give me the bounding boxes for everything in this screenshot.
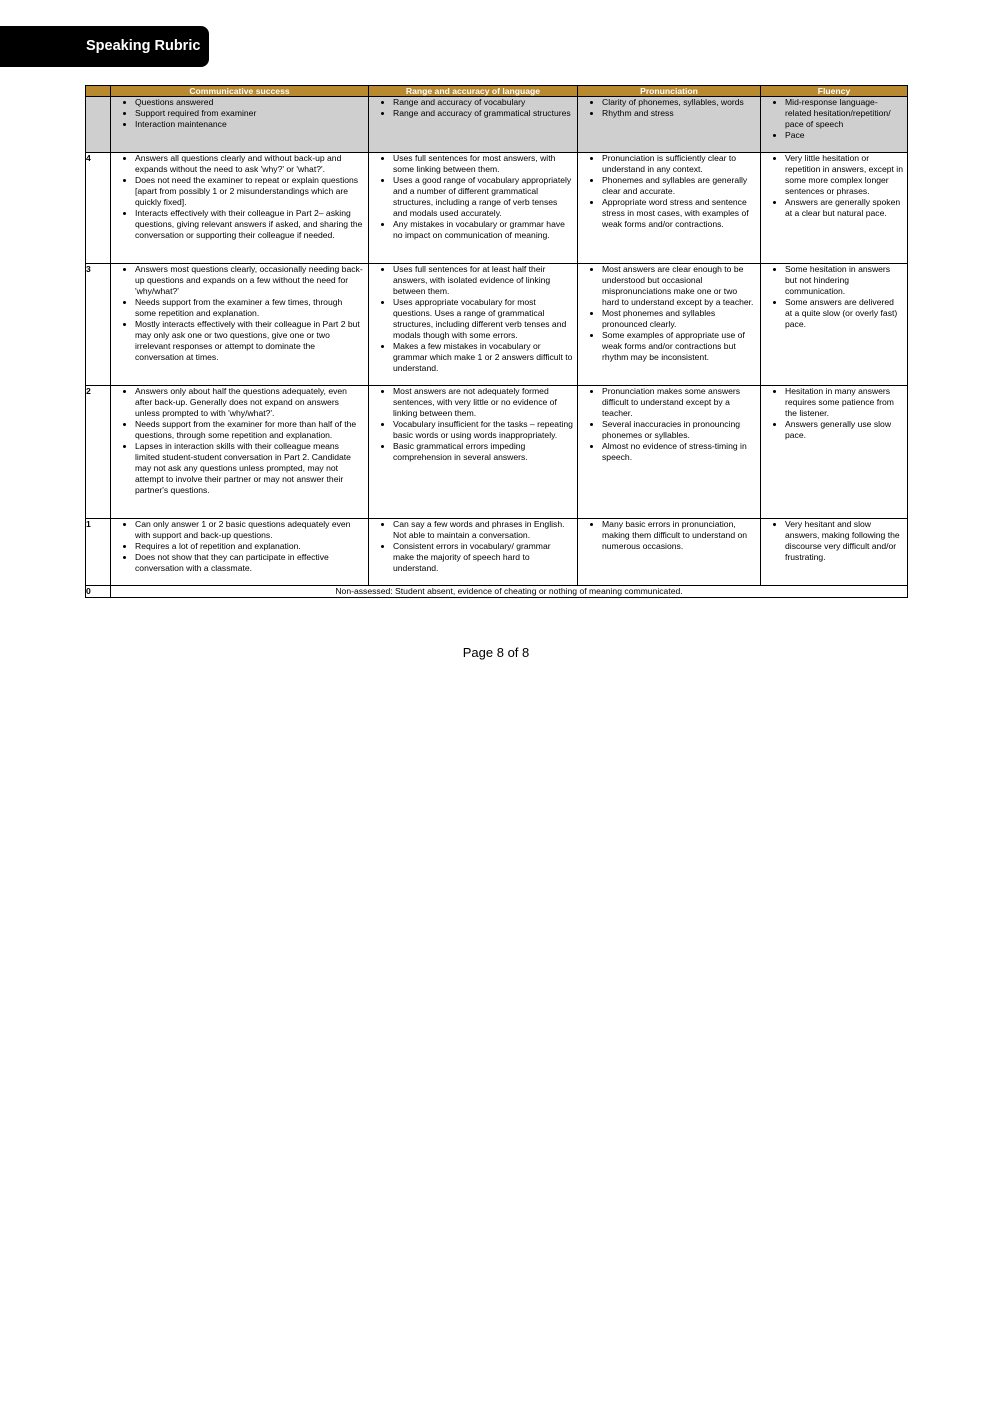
bullet-item: • Very little hesitation or repetition in answers, except in some more complex longer sentences or phrases.: [785, 153, 903, 197]
bullet-item: • Needs support from the examiner for more than half of the questions, through some repetition and explanation.: [135, 419, 364, 441]
score-row-4: [86, 153, 908, 264]
bullet-item: • Almost no evidence of stress-timing in speech.: [602, 441, 756, 463]
bullet-item: • Some answers are delivered at a quite slow (or overly fast) pace.: [785, 297, 903, 330]
bullet-item: • Uses full sentences for most answers, with some linking between them.: [393, 153, 573, 175]
bullet-list: [369, 264, 577, 374]
descriptor-blank: [86, 97, 111, 153]
bullet-item: • Can say a few words and phrases in English. Not able to maintain a conversation.: [393, 519, 573, 541]
bullet-item: • Mostly interacts effectively with their colleague in Part 2 but may only ask one or two questions, give one or two irrelevant responses or attempt to dominate the conversation at times.: [135, 319, 364, 363]
score-label: 0: [86, 586, 111, 598]
descriptor-row: [86, 97, 908, 153]
score-row-0: [86, 586, 908, 598]
bullet-item: • Phonemes and syllables are generally clear and accurate.: [602, 175, 756, 197]
bullet-item: • Some hesitation in answers but not hindering communication.: [785, 264, 903, 297]
criteria-cell: [761, 153, 908, 264]
criteria-cell: [111, 153, 369, 264]
bullet-item: • Pronunciation makes some answers difficult to understand except by a teacher.: [602, 386, 756, 419]
bullet-list: [111, 386, 368, 496]
score-row-1: [86, 519, 908, 586]
bullet-item: • Uses full sentences for at least half their answers, with isolated evidence of linking between them.: [393, 264, 573, 297]
bullet-item: • Pronunciation is sufficiently clear to understand in any context.: [602, 153, 756, 175]
criteria-cell: [578, 519, 761, 586]
bullet-item: • Very hesitant and slow answers, making following the discourse very difficult and/or frustrating.: [785, 519, 903, 563]
bullet-item: • Several inaccuracies in pronouncing phonemes or syllables.: [602, 419, 756, 441]
bullet-list: [578, 386, 760, 463]
header-row: [86, 86, 908, 97]
bullet-list: [111, 519, 368, 574]
bullet-list: [369, 153, 577, 241]
bullet-item: • Some examples of appropriate use of weak forms and/or contractions but rhythm may be inconsistent.: [602, 330, 756, 363]
header-range-accuracy: Range and accuracy of language: [369, 86, 578, 97]
bullet-item: • Uses appropriate vocabulary for most questions. Uses a range of grammatical structures, including different verb tenses and modals though with some errors.: [393, 297, 573, 341]
header-fluency: Fluency: [761, 86, 908, 97]
descriptor-cell: [369, 97, 578, 153]
bullet-item: • Can only answer 1 or 2 basic questions adequately even with support and back-up questions.: [135, 519, 364, 541]
descriptor-cell: [761, 97, 908, 153]
bullet-item: • Vocabulary insufficient for the tasks – repeating basic words or using words inappropriately.: [393, 419, 573, 441]
bullet-list: [111, 264, 368, 363]
section-tab: [0, 26, 209, 67]
score-label: 4: [86, 153, 111, 264]
criteria-cell: [111, 264, 369, 386]
bullet-item: • Needs support from the examiner a few times, through some repetition and explanation.: [135, 297, 364, 319]
header-communicative-success: Communicative success: [111, 86, 369, 97]
bullet-item: • Range and accuracy of grammatical structures: [393, 108, 573, 119]
bullet-item: • Basic grammatical errors impeding comprehension in several answers.: [393, 441, 573, 463]
section-title: Speaking Rubric: [86, 38, 201, 54]
bullet-item: • Many basic errors in pronunciation, making them difficult to understand on numerous occasions.: [602, 519, 756, 552]
bullet-item: • Makes a few mistakes in vocabulary or grammar which make 1 or 2 answers difficult to understand.: [393, 341, 573, 374]
bullet-item: • Any mistakes in vocabulary or grammar have no impact on communication of meaning.: [393, 219, 573, 241]
bullet-list: [111, 97, 368, 130]
criteria-cell: [761, 386, 908, 519]
score-label: 1: [86, 519, 111, 586]
bullet-item: • Most answers are clear enough to be understood but occasional mispronunciations make one or two hard to understand except by a teacher.: [602, 264, 756, 308]
score-label: 3: [86, 264, 111, 386]
header-blank: [86, 86, 111, 97]
criteria-cell: [111, 519, 369, 586]
bullet-list: [578, 153, 760, 230]
bullet-item: • Answers most questions clearly, occasionally needing back-up questions and expands on a few without the need for 'why/what?': [135, 264, 364, 297]
bullet-list: [761, 519, 907, 563]
bullet-list: [111, 153, 368, 241]
descriptor-cell: [578, 97, 761, 153]
bullet-item: • Rhythm and stress: [602, 108, 756, 119]
criteria-cell: [369, 264, 578, 386]
score-row-3: [86, 264, 908, 386]
bullet-item: • Support required from examiner: [135, 108, 364, 119]
criteria-cell: [761, 519, 908, 586]
bullet-item: • Appropriate word stress and sentence stress in most cases, with examples of weak forms and/or contractions.: [602, 197, 756, 230]
header-pronunciation: Pronunciation: [578, 86, 761, 97]
bullet-item: • Interacts effectively with their colleague in Part 2– asking questions, giving relevant answers if asked, and sharing the conversation or supporting their colleague if needed.: [135, 208, 364, 241]
bullet-item: • Mid-response language-related hesitation/repetition/ pace of speech: [785, 97, 903, 130]
bullet-item: • Uses a good range of vocabulary appropriately and a number of different grammatical structures, including a range of verb tenses and modals used accurately.: [393, 175, 573, 219]
bullet-item: • Most phonemes and syllables pronounced clearly.: [602, 308, 756, 330]
bullet-item: • Questions answered: [135, 97, 364, 108]
criteria-cell: [369, 153, 578, 264]
criteria-cell: [578, 153, 761, 264]
non-assessed-text: Non-assessed: Student absent, evidence of cheating or nothing of meaning communicated.: [111, 586, 908, 598]
bullet-list: [761, 153, 907, 219]
bullet-item: • Answers are generally spoken at a clear but natural pace.: [785, 197, 903, 219]
bullet-item: • Does not show that they can participate in effective conversation with a classmate.: [135, 552, 364, 574]
bullet-item: • Most answers are not adequately formed sentences, with very little or no evidence of linking between them.: [393, 386, 573, 419]
criteria-cell: [369, 386, 578, 519]
bullet-list: [369, 386, 577, 463]
criteria-cell: [761, 264, 908, 386]
bullet-item: • Answers all questions clearly and without back-up and expands without the need to ask 'why?' or 'what?'.: [135, 153, 364, 175]
bullet-item: • Hesitation in many answers requires some patience from the listener.: [785, 386, 903, 419]
bullet-item: • Range and accuracy of vocabulary: [393, 97, 573, 108]
criteria-cell: [578, 386, 761, 519]
bullet-item: • Interaction maintenance: [135, 119, 364, 130]
criteria-cell: [578, 264, 761, 386]
bullet-item: • Pace: [785, 130, 903, 141]
bullet-list: [761, 97, 907, 141]
speaking-rubric-table: [85, 85, 908, 598]
bullet-item: • Lapses in interaction skills with their colleague means limited student-student conversation in Part 2. Candidate may not ask any questions unless prompted, may not attempt to involve their partner or may not answer their partner's questions.: [135, 441, 364, 496]
criteria-cell: [111, 386, 369, 519]
bullet-item: • Consistent errors in vocabulary/ grammar make the majority of speech hard to understand.: [393, 541, 573, 574]
bullet-list: [761, 264, 907, 330]
bullet-item: • Answers only about half the questions adequately, even after back-up. Generally does not expand on answers unless prompted to with 'why/what?'.: [135, 386, 364, 419]
bullet-item: • Clarity of phonemes, syllables, words: [602, 97, 756, 108]
bullet-list: [369, 97, 577, 119]
bullet-item: • Requires a lot of repetition and explanation.: [135, 541, 364, 552]
bullet-list: [761, 386, 907, 441]
bullet-list: [578, 97, 760, 119]
bullet-item: • Answers generally use slow pace.: [785, 419, 903, 441]
bullet-list: [578, 519, 760, 552]
score-label: 2: [86, 386, 111, 519]
bullet-list: [578, 264, 760, 363]
page-number: Page 8 of 8: [462, 645, 530, 660]
bullet-item: • Does not need the examiner to repeat or explain questions [apart from possibly 1 or 2 misunderstandings which are quickly fixed].: [135, 175, 364, 208]
bullet-list: [369, 519, 577, 574]
descriptor-cell: [111, 97, 369, 153]
score-row-2: [86, 386, 908, 519]
criteria-cell: [369, 519, 578, 586]
